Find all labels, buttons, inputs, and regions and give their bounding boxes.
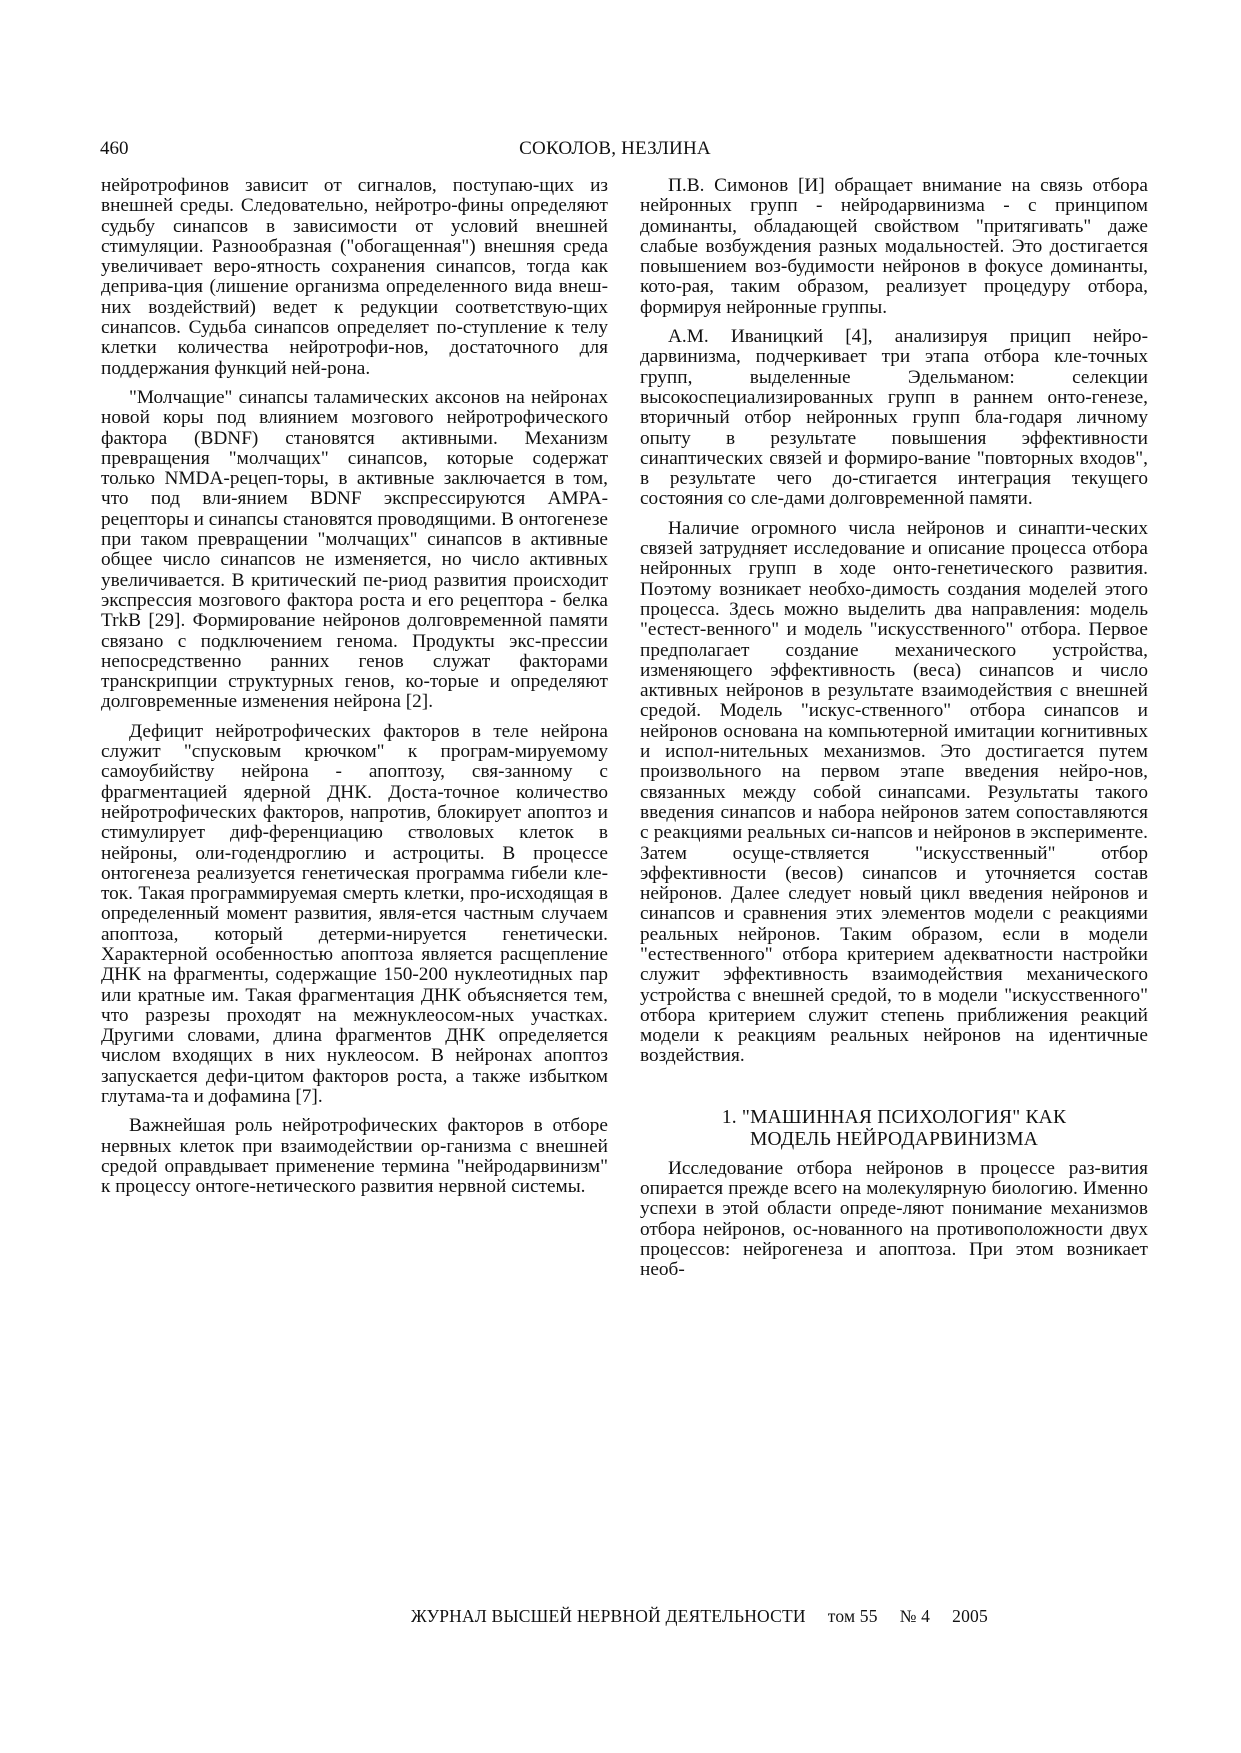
right-column (640, 176, 1148, 1290)
journal-volume: том 55 (827, 1606, 878, 1626)
paragraph: Дефицит нейротрофических факторов в теле нейрона служит "спусковым крючком" к програм-мируемому самоубийству нейрона - апоптозу, свя-занному с фрагментацией ядерной ДНК. Доста-точное количество нейротрофических факторов, напротив, блокирует апоптоз и стимулирует диф-ференциацию стволовых клеток в нейроны, оли-годендроглию и астроциты. В процессе онтогенеза реализуется генетическая программа гибели кле-ток. Такая программируемая смерть клетки, про-исходящая в определенный момент развития, явля-ется частным случаем апоптоза, который детерми-нируется генетически. Характерной особенностью апоптоза является расщепление ДНК на фрагменты, содержащие 150-200 нуклеотидных пар или кратные им. Такая фрагментация ДНК объясняется тем, что разрезы проходят на межнуклеосом-ных участках. Другими словами, длина фрагментов ДНК определяется числом входящих в них нуклеосом. В нейронах апоптоз запускается дефи-цитом факторов роста, а также избытком глутама-та и дофамина [7]. (101, 720, 608, 1108)
paragraph: Важнейшая роль нейротрофических факторов в отборе нервных клеток при взаимодействии ор-ганизма с внешней средой оправдывает применение термина "нейродарвинизм" к процессу онтоге-нетического развития нервной системы. (101, 1115, 608, 1198)
left-column (101, 176, 608, 1207)
paragraph: нейротрофинов зависит от сигналов, поступаю-щих из внешней среды. Следовательно, нейротро-фины определяют судьбу синапсов в зависимости от условий внешней стимуляции. Разнообразная ("обогащенная") внешняя среда увеличивает веро-ятность сохранения синапсов, тогда как деприва-ция (лишение организма определенного вида внеш-них воздействий) ведет к редукции соответствую-щих синапсов. Судьба синапсов определяет по-ступление к телу клетки количества нейротрофи-нов, достаточного для поддержания функций ней-рона. (101, 175, 608, 379)
journal-title: ЖУРНАЛ ВЫСШЕЙ НЕРВНОЙ ДЕЯТЕЛЬНОСТИ (411, 1606, 806, 1626)
running-title: СОКОЛОВ, НЕЗЛИНА (519, 138, 711, 159)
section-heading (640, 1107, 1148, 1151)
journal-issue: № 4 (899, 1606, 931, 1626)
page-header (89, 138, 1141, 168)
paragraph: "Молчащие" синапсы таламических аксонов на нейронах новой коры под влиянием мозгового нейротрофического фактора (BDNF) становятся активными. Механизм превращения "молчащих" синапсов, которые содержат только NMDA-рецеп-торы, в активные заключается в том, что под вли-янием BDNF экспрессируются AMPA-рецепторы и синапсы становятся проводящими. В онтогенезе при таком превращении "молчащих" синапсов в активные общее число синапсов не изменяется, но число активных увеличивается. В критический пе-риод развития происходит экспрессия мозгового фактора роста и его рецептора - белка TrkB [29]. Формирование нейронов долговременной памяти связано с подключением генома. Продукты экс-прессии непосредственно ранних генов служат факторами транскрипции структурных генов, ко-торые и определяют долговременные изменения нейрона [2]. (101, 386, 608, 713)
paragraph: А.М. Иваницкий [4], анализируя прицип нейро-дарвинизма, подчеркивает три этапа отбора кле-точных групп, выделенные Эдельманом: селекции высокоспециализированных групп в раннем онто-генезе, вторичный отбор нейронных групп бла-годаря личному опыту в результате повышения эффективности синаптических связей и формиро-вание "повторных входов", в результате чего до-стигается интеграция текущего состояния со сле-дами долговременной памяти. (640, 326, 1148, 510)
journal-year: 2005 (952, 1606, 988, 1626)
paragraph: П.В. Симонов [И] обращает внимание на связь отбора нейронных групп - нейродарвинизма - с принципом доминанты, обладающей свойством "притягивать" даже слабые возбуждения разных модальностей. Это достигается повышением воз-будимости нейронов в фокусе доминанты, кото-рая, таким образом, реализует процедуру отбора, формируя нейронные группы. (640, 175, 1148, 318)
page-number: 460 (100, 138, 129, 159)
section-heading-line: МОДЕЛЬ НЕЙРОДАРВИНИЗМА (749, 1128, 1039, 1150)
paragraph: Исследование отбора нейронов в процессе раз-вития опирается прежде всего на молекулярную биологию. Именно успехи в этой области опреде-ляют понимание механизмов отбора нейронов, ос-нованного на противоположности двух процессов: нейрогенеза и апоптоза. При этом возникает необ- (640, 1157, 1148, 1281)
section-heading-line: 1. "МАШИННАЯ ПСИХОЛОГИЯ" КАК (721, 1106, 1067, 1128)
paragraph: Наличие огромного числа нейронов и синапти-ческих связей затрудняет исследование и описание процесса отбора нейронных групп в ходе онто-генетического развития. Поэтому возникает необхо-димость создания моделей этого процесса. Здесь можно выделить два направления: модель "естест-венного" и модель "искусственного" отбора. Первое предполагает создание механического устройства, изменяющего эффективность (веса) синапсов и число активных нейронов в результате взаимодействия с внешней средой. Модель "искус-ственного" отбора синапсов и нейронов основана на компьютерной имитации когнитивных и испол-нительных механизмов. Это достигается путем произвольного на первом этапе введения нейро-нов, связанных между собой синапсами. Результаты такого введения синапсов и набора нейронов затем сопоставляются с реакциями реальных си-напсов и нейронов в эксперименте. Затем осуще-ствляется "искусственный" отбор эффективности (весов) синапсов и уточняется состав нейронов. Далее следует новый цикл введения нейронов и синапсов и сравнения этих элементов модели с реакциями реальных нейронов. Таким образом, если в модели "естественного" отбора критерием адекватности настройки служит эффективность взаимодействия механического устройства с внешней средой, то в модели "искусственного" отбора критерием служит степень приближения реакций модели к реакциям реальных нейронов на идентичные воздействия. (640, 517, 1148, 1067)
page-footer (411, 1606, 988, 1627)
